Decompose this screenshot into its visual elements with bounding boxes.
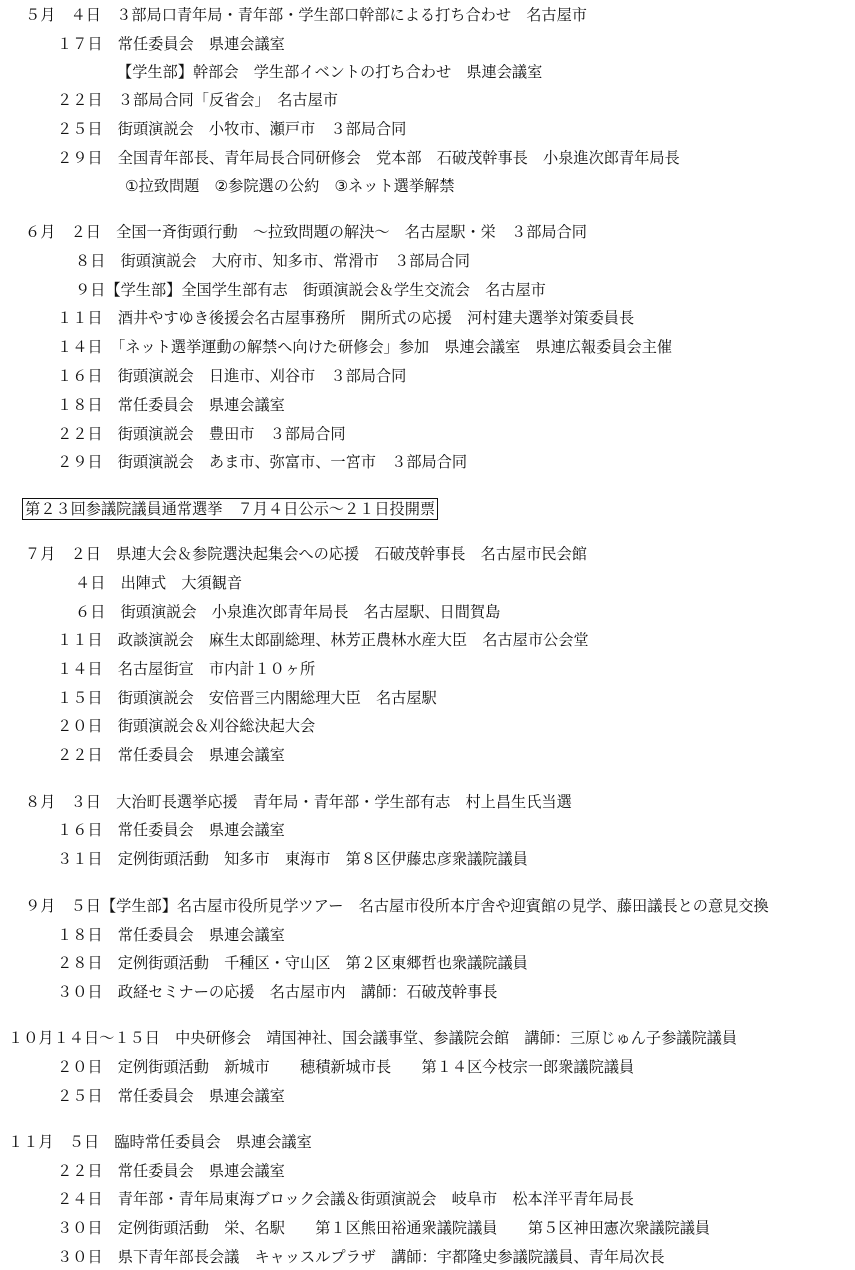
schedule-line: １６日 街頭演説会 日進市、刈谷市 ３部局合同: [57, 367, 407, 385]
schedule-line: ８日 街頭演説会 大府市、知多市、常滑市 ３部局合同: [75, 252, 470, 270]
schedule-line: １５日 街頭演説会 安倍晋三内閣総理大臣 名古屋駅: [57, 689, 437, 707]
schedule-line: ２５日 街頭演説会 小牧市、瀬戸市 ３部局合同: [57, 120, 407, 138]
schedule-line: ２０日 街頭演説会＆刈谷総決起大会: [57, 717, 316, 735]
schedule-line: １８日 常任委員会 県連会議室: [57, 396, 285, 414]
schedule-line: 【学生部】幹部会 学生部イベントの打ち合わせ 県連会議室: [117, 63, 543, 81]
schedule-line: ９月 ５日【学生部】名古屋市役所見学ツアー 名古屋市役所本庁舎や迎賓館の見学、藤田議長との意見交換: [25, 897, 769, 915]
schedule-line: １１日 酒井やすゆき後援会名古屋事務所 開所式の応援 河村建夫選挙対策委員長: [57, 309, 635, 327]
schedule-line: ２２日 常任委員会 県連会議室: [57, 1162, 285, 1180]
schedule-line: ２２日 ３部局合同「反省会」 名古屋市: [57, 91, 338, 109]
schedule-line: ２０日 定例街頭活動 新城市 穂積新城市長 第１４区今枝宗一郎衆議院議員: [57, 1058, 635, 1076]
schedule-line: ２４日 青年部・青年局東海ブロック会議＆街頭演説会 岐阜市 松本洋平青年局長: [57, 1190, 634, 1208]
schedule-line: ２２日 常任委員会 県連会議室: [57, 746, 285, 764]
schedule-line: １０月１４日～１５日 中央研修会 靖国神社、国会議事堂、参議院会館 講師：三原じゅん子参議院議員: [8, 1029, 737, 1047]
schedule-line: １４日 名古屋街宣 市内計１０ヶ所: [57, 660, 316, 678]
schedule-line: ７月 ２日 県連大会＆参院選決起集会への応援 石破茂幹事長 名古屋市民会館: [25, 545, 587, 563]
schedule-line: ２９日 全国青年部長、青年局長合同研修会 党本部 石破茂幹事長 小泉進次郎青年局長: [57, 149, 680, 167]
schedule-line: ３１日 定例街頭活動 知多市 東海市 第８区伊藤忠彦衆議院議員: [57, 850, 528, 868]
schedule-line: １７日 常任委員会 県連会議室: [57, 35, 285, 53]
schedule-line: １６日 常任委員会 県連会議室: [57, 821, 285, 839]
schedule-line: ９日【学生部】全国学生部有志 街頭演説会＆学生交流会 名古屋市: [75, 281, 546, 299]
schedule-line: ３０日 定例街頭活動 栄、名駅 第１区熊田裕通衆議院議員 第５区神田憲次衆議院議員: [57, 1219, 711, 1237]
schedule-line: ２８日 定例街頭活動 千種区・守山区 第２区東郷哲也衆議院議員: [57, 954, 528, 972]
schedule-line: ８月 ３日 大治町長選挙応援 青年局・青年部・学生部有志 村上昌生氏当選: [25, 793, 572, 811]
schedule-line: １８日 常任委員会 県連会議室: [57, 926, 285, 944]
schedule-line: １１月 ５日 臨時常任委員会 県連会議室: [8, 1133, 312, 1151]
schedule-line: ２５日 常任委員会 県連会議室: [57, 1087, 285, 1105]
schedule-line: ６日 街頭演説会 小泉進次郎青年局長 名古屋駅、日間賀島: [75, 603, 501, 621]
schedule-line: ５月 ４日 ３部局口青年局・青年部・学生部口幹部による打ち合わせ 名古屋市: [25, 6, 587, 24]
schedule-line: １１日 政談演説会 麻生太郎副総理、林芳正農林水産大臣 名古屋市公会堂: [57, 631, 589, 649]
schedule-line: ６月 ２日 全国一斉街頭行動 ～拉致問題の解決～ 名古屋駅・栄 ３部局合同: [25, 223, 587, 241]
schedule-line: ３０日 県下青年部長会議 キャッスルプラザ 講師：宇都隆史参議院議員、青年局次長: [57, 1248, 665, 1266]
schedule-line: ４日 出陣式 大須観音: [75, 574, 243, 592]
schedule-line: ３０日 政経セミナーの応援 名古屋市内 講師：石破茂幹事長: [57, 983, 498, 1001]
schedule-line: １４日 「ネット選挙運動の解禁へ向けた研修会」参加 県連会議室 県連広報委員会主催: [57, 338, 673, 356]
schedule-line: ２９日 街頭演説会 あま市、弥富市、一宮市 ３部局合同: [57, 453, 468, 471]
schedule-line: ①拉致問題 ②参院選の公約 ③ネット選挙解禁: [125, 177, 455, 195]
election-banner: 第２３回参議院議員通常選挙 ７月４日公示～２１日投開票: [22, 498, 438, 520]
schedule-line: ２２日 街頭演説会 豊田市 ３部局合同: [57, 425, 346, 443]
